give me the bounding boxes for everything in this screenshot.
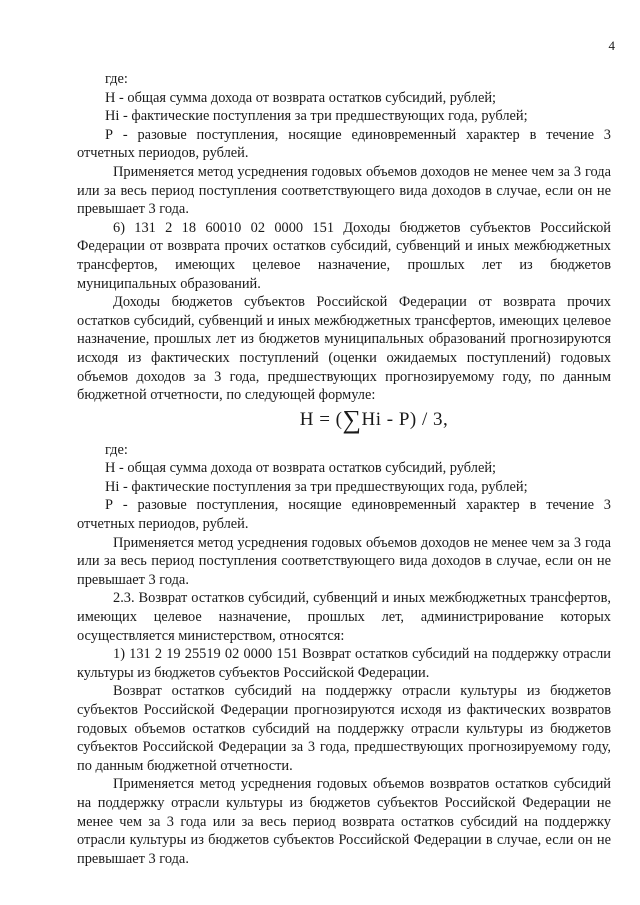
item-1-description: Возврат остатков субсидий на поддержку отрасли культуры из бюджетов субъектов Российской Федерации прогнозируются исходя из фактических возвратов годовых объемов остатков субсидий на поддержку отрасли культуры из бюджетов субъектов Российской Федерации за 3 года, предшествующих прогнозируемому году, по данным бюджетной отчетности. bbox=[77, 683, 611, 774]
page-number: 4 bbox=[608, 38, 615, 53]
definition-p: Р - разовые поступления, носящие единовременный характер в течение 3 отчетных периодов, рублей. bbox=[77, 126, 611, 162]
item-1-method: Применяется метод усреднения годовых объемов возвратов остатков субсидий на поддержку отрасли культуры из бюджетов субъектов Российской Федерации не менее чем за 3 года или за весь период возврата остатков субсидий на поддержку отрасли культуры из бюджетов субъектов Российской Федерации в случае, если он не превышает 3 года. bbox=[77, 776, 611, 867]
method-paragraph: Применяется метод усреднения годовых объемов доходов не менее чем за 3 года или за весь период поступления соответствующего вида доходов в случае, если он не превышает 3 года. bbox=[77, 534, 611, 588]
item-1-heading: 1) 131 2 19 25519 02 0000 151 Возврат остатков субсидий на поддержку отрасли культуры из бюджетов субъектов Российской Федерации. bbox=[77, 646, 611, 681]
formula-rhs: Нi - Р) / 3, bbox=[361, 408, 449, 430]
item-6-description: Доходы бюджетов субъектов Российской Федерации от возврата прочих остатков субсидий, субвенций и иных межбюджетных трансфертов, имеющих целевое назначение, прошлых лет из бюджетов муниципальных образований прогнозируются исходя из фактических поступлений (оценки ожидаемых поступлений) годовых объемов доходов за 3 года, предшествующих прогнозируемому году, по данным бюджетной отчетности, по следующей формуле: bbox=[77, 294, 611, 404]
section-2-3-heading: 2.3. Возврат остатков субсидий, субвенций и иных межбюджетных трансфертов, имеющих целевое назначение, прошлых лет, администрирование которых осуществляется министерством, относятся: bbox=[77, 590, 611, 644]
where-label: где: bbox=[105, 441, 128, 458]
definition-hi: Нi - фактические поступления за три предшествующих года, рублей; bbox=[105, 108, 528, 125]
definition-p: Р - разовые поступления, носящие единовременный характер в течение 3 отчетных периодов, рублей. bbox=[77, 497, 611, 533]
where-label: где: bbox=[105, 71, 128, 87]
definition-h: Н - общая сумма дохода от возврата остатков субсидий, рублей; bbox=[105, 89, 497, 106]
formula bbox=[137, 404, 611, 434]
definition-hi: Нi - фактические поступления за три предшествующих года, рублей; bbox=[105, 478, 528, 495]
item-6-heading: 6) 131 2 18 60010 02 0000 151 Доходы бюджетов субъектов Российской Федерации от возврата прочих остатков субсидий, субвенций и иных межбюджетных трансфертов, имеющих целевое назначение, прошлых лет из бюджетов муниципальных образований. bbox=[77, 219, 611, 292]
method-paragraph: Применяется метод усреднения годовых объемов доходов не менее чем за 3 года или за весь период поступления соответствующего вида доходов в случае, если он не превышает 3 года. bbox=[77, 163, 611, 218]
definition-h: Н - общая сумма дохода от возврата остатков субсидий, рублей; bbox=[105, 460, 497, 477]
formula-lhs: Н = ( bbox=[299, 408, 343, 430]
sum-symbol: ∑ bbox=[342, 404, 362, 434]
document-body bbox=[77, 70, 611, 868]
